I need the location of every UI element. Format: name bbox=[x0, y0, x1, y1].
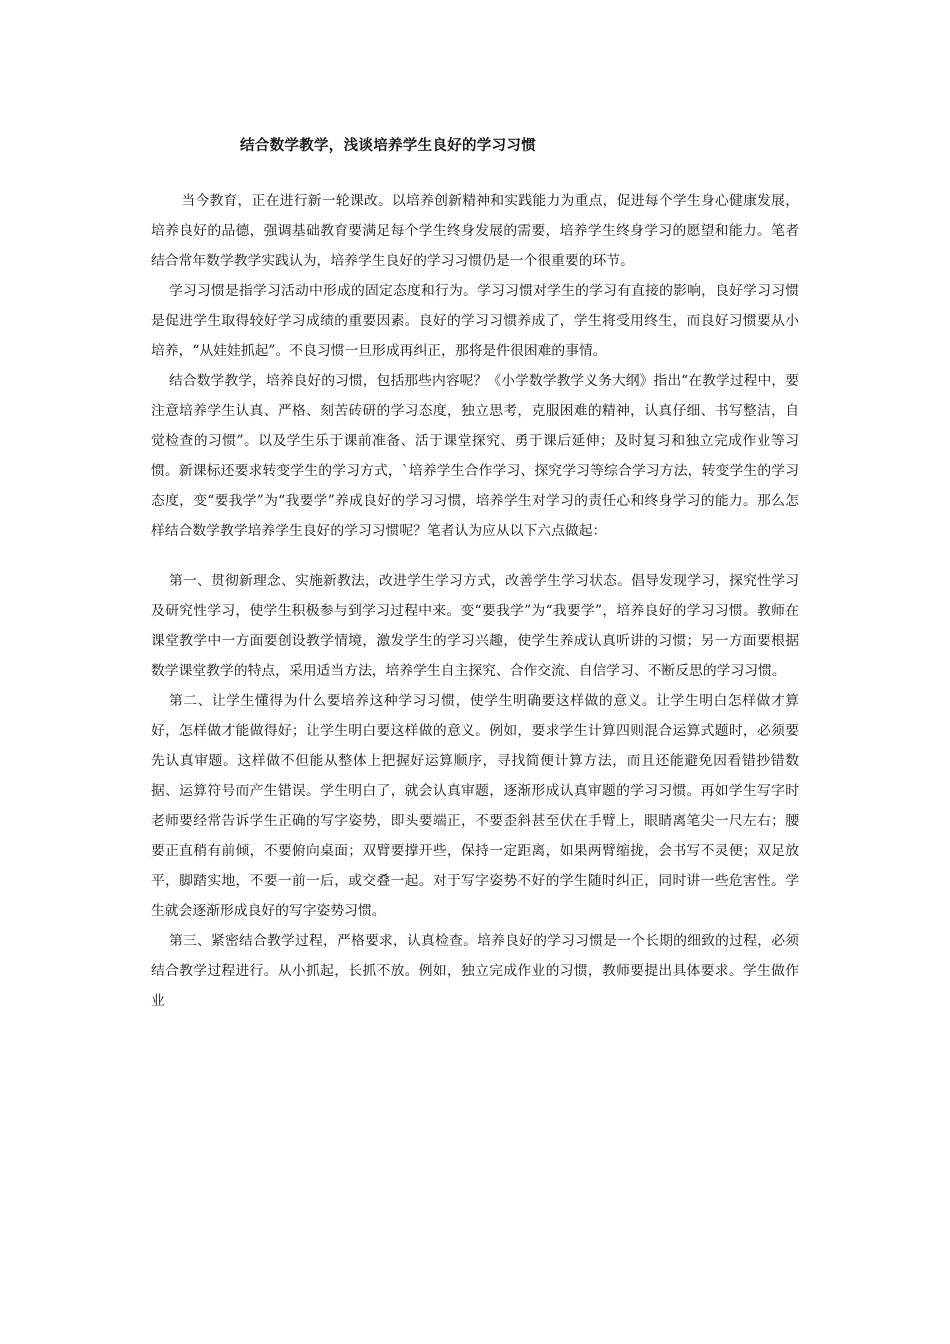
document-title: 结合数学教学，浅谈培养学生良好的学习习惯 bbox=[240, 137, 536, 154]
paragraph-content: 结合数学教学，培养良好的习惯，包括那些内容呢？《小学数学教学义务大纲》指出“在教学过程中，要注意培养学生认真、严格、刻苦砖研的学习态度，独立思考，克服困难的精神，认真仔细、书写整洁，自觉检查的习惯”。以及学生乐于课前准备、活于课堂探究、勇于课后延伸；及时复习和独立完成作业等习惯。新课标还要求转变学生的学习方式，`培养学生合作学习、探究学习等综合学习方法，转变学生的学习态度，变“要我学”为“我要学”养成良好的学习习惯，培养学生对学习的责任心和终身学习的能力。那么怎样结合数学教学培养学生良好的学习习惯呢？笔者认为应从以下六点做起： bbox=[151, 373, 799, 539]
paragraph-point-three: 第三、紧密结合教学过程，严格要求，认真检查。培养良好的学习习惯是一个长期的细致的过程，必须结合教学过程进行。从小抓起，长抓不放。例如，独立完成作业的习惯，教师要提出具体要求。学生做作业 bbox=[151, 933, 799, 1009]
document-body bbox=[151, 186, 799, 1016]
paragraph-point-two: 第二、让学生懂得为什么要培养这种学习习惯，使学生明确要这样做的意义。让学生明白怎样做才算好，怎样做才能做得好；让学生明白要这样做的意义。例如，要求学生计算四则混合运算式题时，必须要先认真审题。这样做不但能从整体上把握好运算顺序，寻找简便计算方法，而且还能避免因看错抄错数据、运算符号而产生错误。学生明白了，就会认真审题，逐渐形成认真审题的学习习惯。再如学生写字时老师要经常告诉学生正确的写字姿势，即头要端正，不要歪斜甚至伏在手臂上，眼睛离笔尖一尺左右；腰要正直稍有前倾，不要俯向桌面；双臂要撑开些，保持一定距离，如果两臂缩拢，会书写不灵便；双足放平，脚踏实地，不要一前一后，或交叠一起。对于写字姿势不好的学生随时纠正，同时讲一些危害性。学生就会逐渐形成良好的写字姿势习惯。 bbox=[151, 693, 799, 919]
paragraph-point-one: 第一、贯彻新理念、实施新教法，改进学生学习方式，改善学生学习状态。倡导发现学习，探究性学习及研究性学习，使学生积极参与到学习过程中来。变“要我学”为“我要学”，培养良好的学习习惯。教师在课堂教学中一方面要创设教学情境，激发学生的学习兴趣，使学生养成认真听讲的习惯；另一方面要根据数学课堂教学的特点，采用适当方法，培养学生自主探究、合作交流、自信学习、不断反思的学习习惯。 bbox=[151, 573, 799, 679]
paragraph-intro: 当今教育，正在进行新一轮课改。以培养创新精神和实践能力为重点，促进每个学生身心健康发展，培养良好的品德，强调基础教育要满足每个学生终身发展的需要，培养学生终身学习的愿望和能力。笔者结合常年数学教学实践认为，培养学生良好的学习习惯仍是一个很重要的环节。 bbox=[151, 193, 799, 269]
paragraph-definition: 学习习惯是指学习活动中形成的固定态度和行为。学习习惯对学生的学习有直接的影响，良好学习习惯是促进学生取得较好学习成绩的重要因素。良好的学习习惯养成了，学生将受用终生，而良好习惯要从小培养，“从娃娃抓起”。不良习惯一旦形成再纠正，那将是件很困难的事情。 bbox=[151, 283, 799, 359]
